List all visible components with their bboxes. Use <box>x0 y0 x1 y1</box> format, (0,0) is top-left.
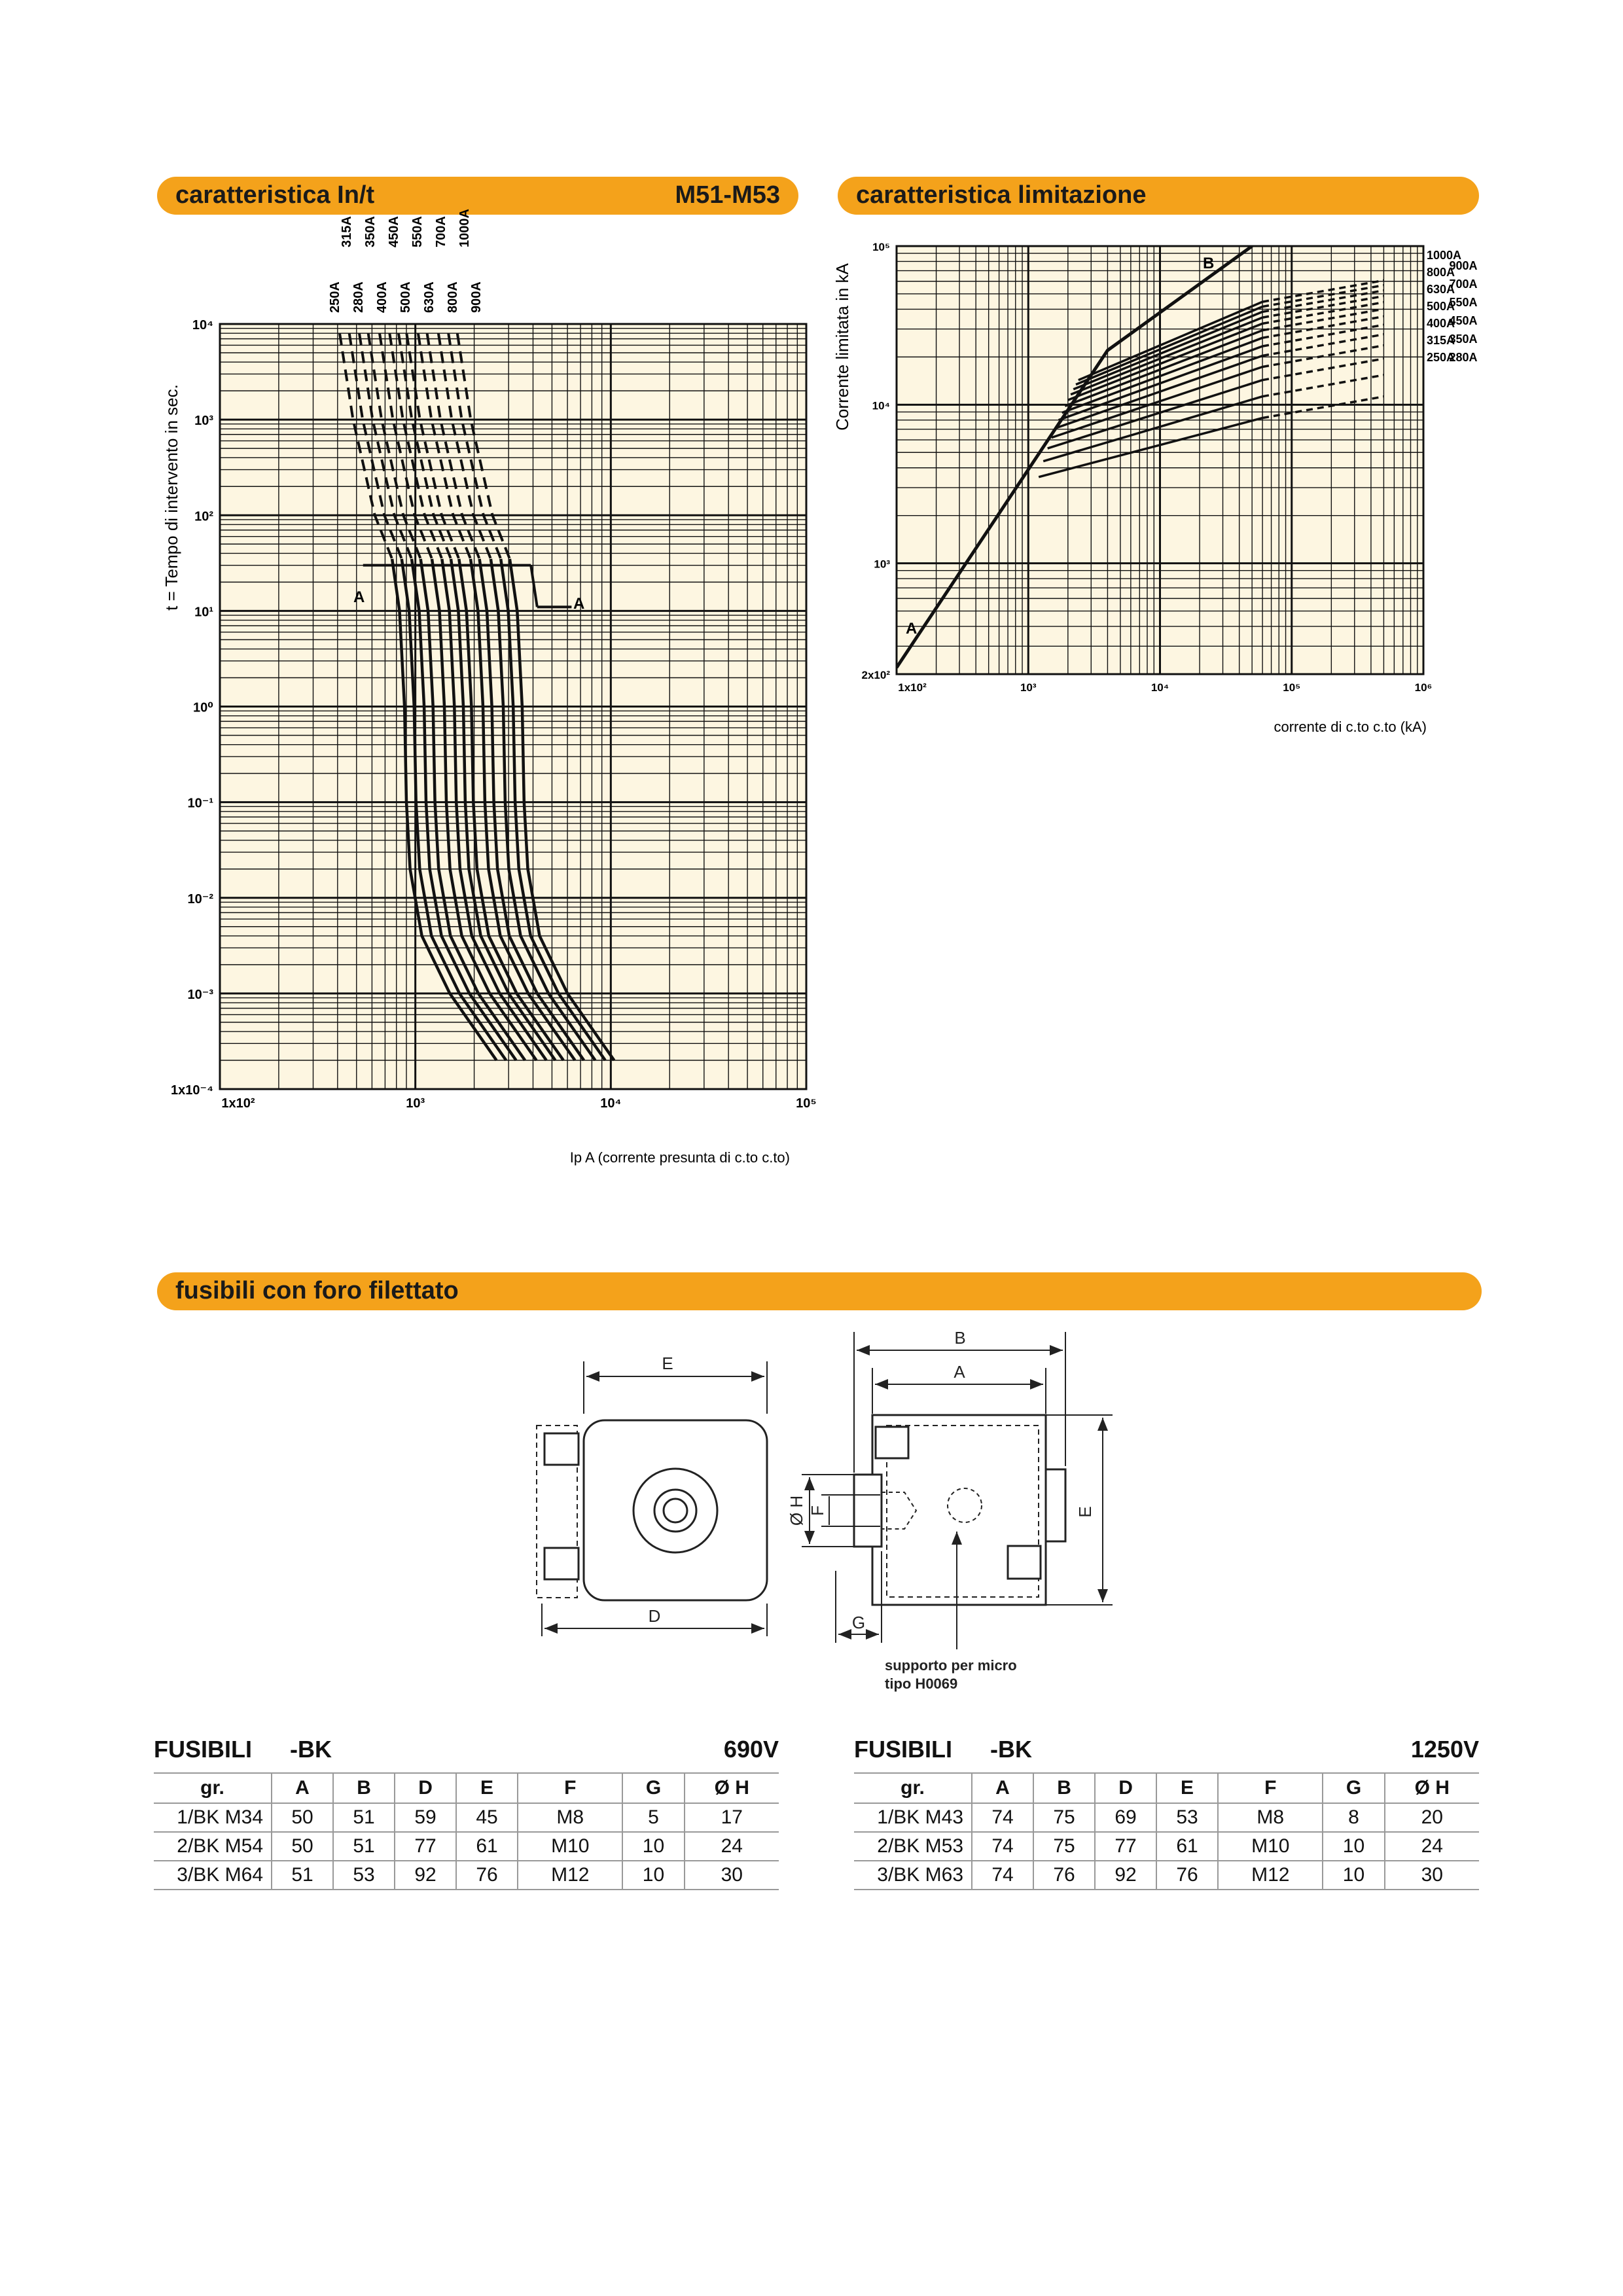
x-tick-label: 10⁶ <box>1414 681 1433 694</box>
series-code: M51-M53 <box>675 181 780 209</box>
series-label: 280A <box>351 281 366 313</box>
dim-label-g: G <box>851 1613 866 1632</box>
col-header: A <box>972 1773 1033 1803</box>
cell: 2/BK M54 <box>154 1832 272 1861</box>
table2-title-suffix: -BK <box>990 1736 1032 1763</box>
cell: 1/BK M34 <box>154 1803 272 1832</box>
table1-title-main: FUSIBILI <box>154 1736 252 1763</box>
section-bar-int <box>157 177 798 215</box>
cell: 10 <box>1323 1832 1384 1861</box>
col-header: gr. <box>154 1773 272 1803</box>
legend-entry: 350A <box>1449 332 1478 346</box>
col-header: G <box>1323 1773 1384 1803</box>
cell: 75 <box>1033 1832 1095 1861</box>
legend-entry: 550A <box>1449 296 1478 309</box>
series-label: 700A <box>434 216 448 247</box>
table-1250v <box>854 1772 1479 1890</box>
series-label: 400A <box>375 281 389 313</box>
x-tick-label: 1x10² <box>898 681 927 694</box>
cell: 30 <box>685 1861 779 1890</box>
legend <box>1427 249 1478 364</box>
series-label: 350A <box>363 216 378 247</box>
series-label: 450A <box>387 216 401 247</box>
col-header: G <box>622 1773 684 1803</box>
cell: 30 <box>1385 1861 1480 1890</box>
cell: 61 <box>456 1832 518 1861</box>
front-view-body <box>584 1420 767 1600</box>
table-690v <box>154 1772 779 1890</box>
table-header-row <box>154 1773 779 1803</box>
legend-entry: 280A <box>1449 351 1478 364</box>
cell: 76 <box>456 1861 518 1890</box>
x-tick-label: 10³ <box>1020 681 1037 694</box>
legend-entry: 1000A <box>1427 249 1462 262</box>
series-label: 630A <box>422 281 437 313</box>
col-header: E <box>456 1773 518 1803</box>
section-bar-fusibili <box>157 1272 1482 1310</box>
y-tick-label: 10² <box>194 509 213 524</box>
series-label: 800A <box>446 281 460 313</box>
front-view-tag-top <box>544 1433 579 1465</box>
col-header: A <box>272 1773 333 1803</box>
y-tick-label: 10⁴ <box>872 399 890 412</box>
cell: 77 <box>1095 1832 1156 1861</box>
cell: M8 <box>1218 1803 1323 1832</box>
legend-entry: 700A <box>1449 278 1478 291</box>
col-header: D <box>395 1773 456 1803</box>
y-tick-label: 10⁰ <box>192 700 213 715</box>
section-bar-limitazione <box>838 177 1479 215</box>
cell: 74 <box>972 1803 1033 1832</box>
table2-voltage: 1250V <box>1410 1736 1479 1763</box>
section-title: caratteristica limitazione <box>856 181 1147 209</box>
cell: M10 <box>1218 1832 1323 1861</box>
cell: M12 <box>518 1861 622 1890</box>
note-line-1: supporto per micro <box>885 1657 1017 1674</box>
legend-entry: 450A <box>1449 314 1478 327</box>
annotation-a: A <box>906 620 918 637</box>
series-label: 900A <box>469 281 484 313</box>
x-tick-labels <box>898 681 1432 694</box>
legend-entry: 400A <box>1427 317 1455 330</box>
table-row <box>854 1803 1479 1832</box>
y-tick-label: 10⁵ <box>872 241 890 253</box>
x-tick-label: 1x10² <box>221 1096 255 1111</box>
section-title: fusibili con foro filettato <box>175 1277 459 1304</box>
cell: 1/BK M43 <box>854 1803 972 1832</box>
x-axis-label: corrente di c.to c.to (kA) <box>1274 719 1427 735</box>
cell: 53 <box>1156 1803 1218 1832</box>
col-header: E <box>1156 1773 1218 1803</box>
cell: 77 <box>395 1832 456 1861</box>
side-view-tag-top <box>876 1427 908 1458</box>
table-row <box>154 1861 779 1890</box>
cell: 24 <box>685 1832 779 1861</box>
cell: 10 <box>1323 1861 1384 1890</box>
y-tick-label: 2x10² <box>861 669 890 681</box>
cell: 24 <box>1385 1832 1480 1861</box>
x-tick-label: 10⁴ <box>1150 681 1169 694</box>
table1-title-suffix: -BK <box>290 1736 332 1763</box>
front-view-tag-bottom <box>544 1548 579 1579</box>
y-tick-label: 10⁻² <box>187 891 213 906</box>
cell: M8 <box>518 1803 622 1832</box>
y-tick-label: 10⁻¹ <box>187 796 213 811</box>
side-view-tag-bottom <box>1008 1546 1041 1579</box>
table1-title <box>154 1736 332 1763</box>
cell: 51 <box>333 1803 395 1832</box>
table2-title <box>854 1736 1032 1763</box>
dim-label-d: D <box>648 1606 661 1626</box>
legend-entry: 250A <box>1427 351 1455 364</box>
cell: 50 <box>272 1832 333 1861</box>
y-axis-label: t = Tempo di intervento in sec. <box>162 384 181 611</box>
section-title: caratteristica In/t <box>175 181 375 209</box>
table-header-row <box>854 1773 1479 1803</box>
table-row <box>854 1832 1479 1861</box>
y-axis-label: Corrente limitata in kA <box>832 263 852 431</box>
cell: 3/BK M63 <box>854 1861 972 1890</box>
cell: 3/BK M64 <box>154 1861 272 1890</box>
series-label: 550A <box>410 216 425 247</box>
col-header: Ø H <box>685 1773 779 1803</box>
cell: 61 <box>1156 1832 1218 1861</box>
col-header: B <box>333 1773 395 1803</box>
cell: 92 <box>395 1861 456 1890</box>
annotation-a-right: A <box>573 595 585 613</box>
cell: 45 <box>456 1803 518 1832</box>
x-tick-label: 10⁵ <box>1283 681 1301 694</box>
annotation-a-left: A <box>353 588 365 606</box>
y-tick-label: 10⁻³ <box>187 987 213 1002</box>
cell: 69 <box>1095 1803 1156 1832</box>
cell: 92 <box>1095 1861 1156 1890</box>
y-tick-labels <box>862 241 891 681</box>
series-label: 250A <box>328 281 342 313</box>
y-tick-label: 10³ <box>874 558 890 571</box>
cell: 51 <box>333 1832 395 1861</box>
fuse-drawing <box>524 1322 1126 1715</box>
series-label: 500A <box>399 281 413 313</box>
cell: 75 <box>1033 1803 1095 1832</box>
col-header: D <box>1095 1773 1156 1803</box>
cell: M10 <box>518 1832 622 1861</box>
note-line-2: tipo H0069 <box>885 1676 958 1692</box>
y-tick-label: 10³ <box>194 414 213 429</box>
cell: M12 <box>1218 1861 1323 1890</box>
dim-label-h: Ø H <box>787 1495 806 1526</box>
legend-entry: 500A <box>1427 300 1455 313</box>
dim-label-b: B <box>954 1328 966 1348</box>
legend-entry: 315A <box>1427 334 1455 347</box>
x-tick-label: 10⁴ <box>600 1096 622 1111</box>
series-label: 315A <box>340 216 354 247</box>
cell: 2/BK M53 <box>854 1832 972 1861</box>
cell: 76 <box>1033 1861 1095 1890</box>
cell: 59 <box>395 1803 456 1832</box>
cell: 10 <box>622 1832 684 1861</box>
col-header: gr. <box>854 1773 972 1803</box>
cell: 17 <box>685 1803 779 1832</box>
x-tick-label: 10⁵ <box>796 1096 817 1111</box>
table-row <box>154 1832 779 1861</box>
cell: 53 <box>333 1861 395 1890</box>
cell: 50 <box>272 1803 333 1832</box>
annotation-b: B <box>1203 255 1215 272</box>
col-header: Ø H <box>1385 1773 1480 1803</box>
col-header: F <box>518 1773 622 1803</box>
cell: 5 <box>622 1803 684 1832</box>
cell: 74 <box>972 1832 1033 1861</box>
chart-int <box>151 209 817 1185</box>
series-labels <box>328 209 484 313</box>
chart-limitazione <box>825 216 1486 753</box>
side-view-left-terminal <box>854 1475 882 1547</box>
series-label: 1000A <box>457 209 472 247</box>
side-view-right-terminal <box>1046 1469 1065 1541</box>
x-tick-label: 10³ <box>406 1096 425 1111</box>
cell: 20 <box>1385 1803 1480 1832</box>
col-header: F <box>1218 1773 1323 1803</box>
table-row <box>154 1803 779 1832</box>
col-header: B <box>1033 1773 1095 1803</box>
y-tick-label: 10⁴ <box>192 318 213 332</box>
legend-entry: 630A <box>1427 283 1455 296</box>
dim-label-e-side: E <box>1075 1506 1095 1518</box>
legend-entry: 800A <box>1427 266 1455 279</box>
x-tick-labels <box>221 1096 816 1111</box>
table1-voltage: 690V <box>723 1736 779 1763</box>
table2-title-main: FUSIBILI <box>854 1736 952 1763</box>
y-tick-label: 1x10⁻⁴ <box>171 1083 213 1098</box>
cell: 8 <box>1323 1803 1384 1832</box>
table-row <box>854 1861 1479 1890</box>
y-tick-label: 10¹ <box>194 605 213 620</box>
cell: 10 <box>622 1861 684 1890</box>
dim-label-e: E <box>662 1354 673 1373</box>
cell: 74 <box>972 1861 1033 1890</box>
cell: 76 <box>1156 1861 1218 1890</box>
dim-label-f: F <box>808 1505 827 1516</box>
x-axis-label: Ip A (corrente presunta di c.to c.to) <box>569 1149 790 1166</box>
cell: 51 <box>272 1861 333 1890</box>
legend-entry: 900A <box>1449 259 1478 272</box>
dim-label-a: A <box>954 1362 965 1382</box>
